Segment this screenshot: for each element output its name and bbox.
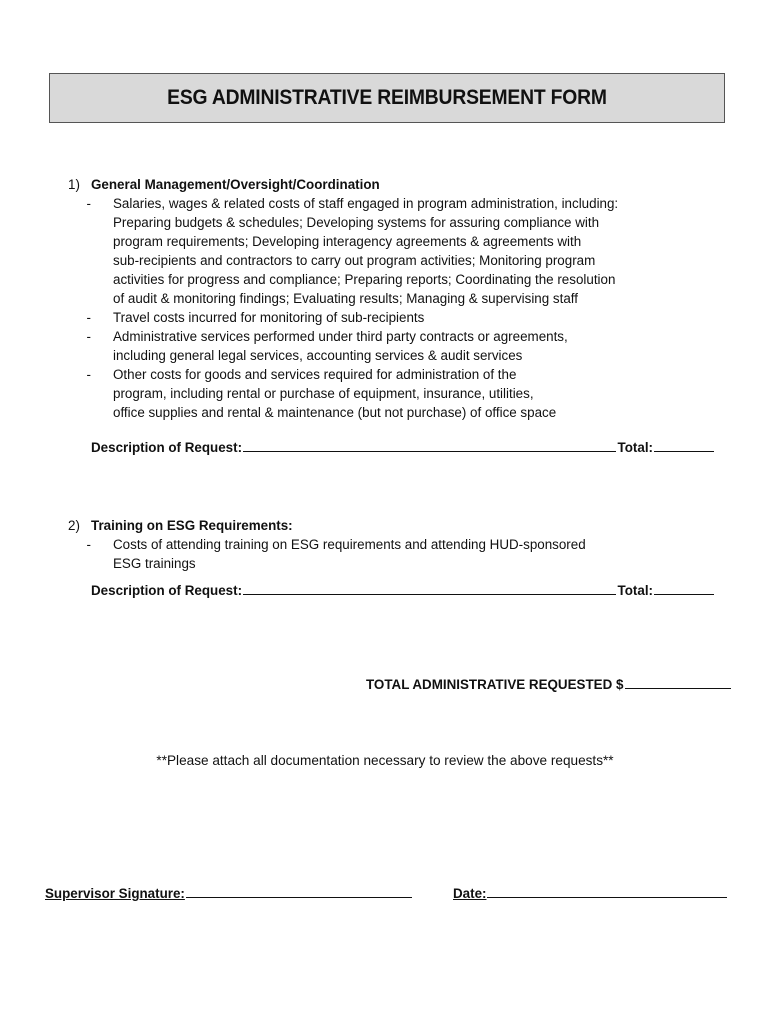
supervisor-signature-line[interactable] — [186, 896, 412, 898]
total-label: Total: — [617, 583, 653, 598]
date-row — [453, 886, 727, 901]
attachment-note: **Please attach all documentation necessary to review the above requests** — [156, 753, 614, 768]
list-item-line: Administrative services performed under third party contracts or agreements, — [113, 329, 568, 344]
section-heading: Training on ESG Requirements: — [91, 518, 293, 533]
dash-marker: - — [86, 310, 91, 325]
section-heading: General Management/Oversight/Coordination — [91, 177, 380, 192]
list-item-line: Travel costs incurred for monitoring of sub-recipients — [113, 310, 425, 325]
grand-total-input-line[interactable] — [625, 687, 731, 689]
total-input-line[interactable] — [654, 593, 714, 595]
list-item-line: program requirements; Developing interagency agreements & agreements with — [113, 234, 582, 249]
list-item-line: sub-recipients and contractors to carry out program activities; Monitoring program — [113, 253, 596, 268]
section-number: 2) — [68, 518, 80, 533]
bullet-list — [68, 535, 586, 573]
description-label: Description of Request: — [91, 440, 243, 455]
description-row-2 — [91, 583, 714, 598]
section-training — [68, 516, 586, 573]
list-item — [68, 194, 618, 308]
description-input-line[interactable] — [243, 450, 616, 452]
grand-total-row — [366, 677, 731, 692]
list-item-line: of audit & monitoring findings; Evaluating results; Managing & supervising staff — [113, 291, 578, 306]
list-item-line: Costs of attending training on ESG requirements and attending HUD-sponsored — [113, 537, 586, 552]
bullet-list — [68, 194, 618, 422]
list-item-line: Salaries, wages & related costs of staff engaged in program administration, including: — [113, 196, 619, 211]
dash-marker: - — [86, 329, 91, 344]
form-title: ESG ADMINISTRATIVE REIMBURSEMENT FORM — [167, 86, 607, 109]
dash-marker: - — [86, 367, 91, 382]
dash-marker: - — [86, 196, 91, 211]
list-item-line: ESG trainings — [113, 556, 196, 571]
dash-marker: - — [86, 537, 91, 552]
list-item-line: Other costs for goods and services required for administration of the — [113, 367, 517, 382]
list-item-line: activities for progress and compliance; Preparing reports; Coordinating the resolution — [113, 272, 616, 287]
list-item-line: including general legal services, accounting services & audit services — [113, 348, 523, 363]
list-item — [68, 535, 586, 573]
date-line[interactable] — [487, 896, 727, 898]
description-row-1 — [91, 440, 714, 455]
form-title-box — [49, 73, 725, 123]
list-item — [68, 327, 618, 365]
list-item-line: Preparing budgets & schedules; Developing systems for assuring compliance with — [113, 215, 600, 230]
description-label: Description of Request: — [91, 583, 243, 598]
total-label: Total: — [617, 440, 653, 455]
list-item — [68, 308, 618, 327]
grand-total-label: TOTAL ADMINISTRATIVE REQUESTED $ — [366, 677, 624, 692]
date-label: Date: — [453, 886, 487, 901]
list-item-line: office supplies and rental & maintenance (but not purchase) of office space — [113, 405, 557, 420]
description-input-line[interactable] — [243, 593, 616, 595]
list-item-line: program, including rental or purchase of equipment, insurance, utilities, — [113, 386, 534, 401]
list-item — [68, 365, 618, 422]
section-number: 1) — [68, 177, 80, 192]
supervisor-signature-label: Supervisor Signature: — [45, 886, 185, 901]
total-input-line[interactable] — [654, 450, 714, 452]
supervisor-signature-row — [45, 886, 412, 901]
section-general-management — [68, 175, 618, 422]
